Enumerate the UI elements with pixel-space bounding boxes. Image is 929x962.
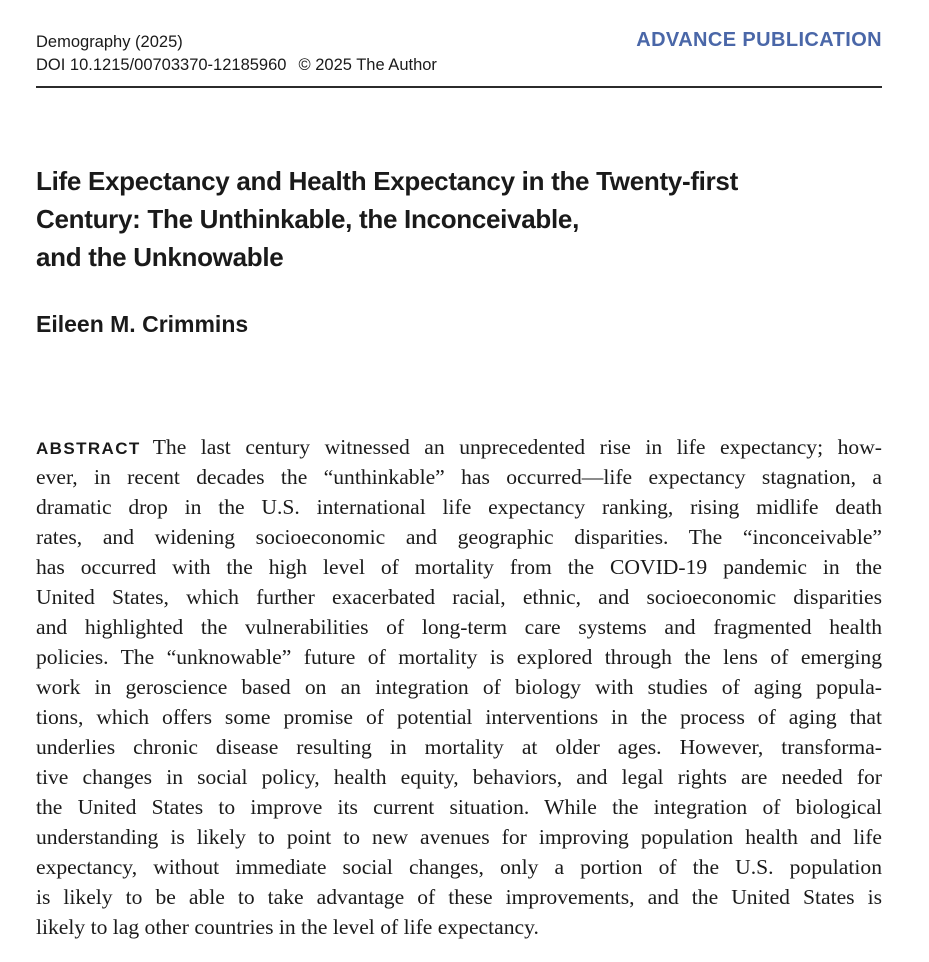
article-page bbox=[36, 0, 882, 962]
copyright-notice: © 2025 The Author bbox=[298, 56, 437, 74]
title-line: Life Expectancy and Health Expectancy in the Twenty-first bbox=[36, 166, 738, 196]
abstract-line: expectancy, without immediate social changes, only a portion of the U.S. population bbox=[36, 855, 882, 879]
abstract bbox=[36, 432, 882, 942]
abstract-line: underlies chronic disease resulting in mortality at older ages. However, transforma- bbox=[36, 735, 882, 759]
doi-line bbox=[36, 54, 437, 76]
doi-link[interactable]: DOI 10.1215/00703370-12185960 bbox=[36, 56, 287, 74]
abstract-line: is likely to be able to take advantage of these improvements, and the United States is bbox=[36, 885, 882, 909]
abstract-line: has occurred with the high level of mortality from the COVID-19 pandemic in the bbox=[36, 555, 882, 579]
abstract-line: ever, in recent decades the “unthinkable” has occurred—life expectancy stagnation, a bbox=[36, 465, 882, 489]
abstract-line: work in geroscience based on an integration of biology with studies of aging popula- bbox=[36, 675, 882, 699]
title-line: Century: The Unthinkable, the Inconceivable, bbox=[36, 204, 580, 234]
title-line: and the Unknowable bbox=[36, 242, 284, 272]
page-header bbox=[36, 30, 882, 88]
abstract-line: tions, which offers some promise of potential interventions in the process of aging that bbox=[36, 705, 882, 729]
abstract-line: rates, and widening socioeconomic and geographic disparities. The “inconceivable” bbox=[36, 525, 882, 549]
abstract-label: ABSTRACT bbox=[36, 439, 141, 458]
abstract-line: understanding is likely to point to new avenues for improving population health and life bbox=[36, 825, 882, 849]
abstract-line: policies. The “unknowable” future of mortality is explored through the lens of emerging bbox=[36, 645, 882, 669]
abstract-line: the United States to improve its current situation. While the integration of biological bbox=[36, 795, 882, 819]
article-title bbox=[36, 162, 882, 276]
author-name: Eileen M. Crimmins bbox=[36, 311, 249, 337]
abstract-line: and highlighted the vulnerabilities of long-term care systems and fragmented health bbox=[36, 615, 882, 639]
abstract-line: tive changes in social policy, health equity, behaviors, and legal rights are needed for bbox=[36, 765, 882, 789]
abstract-line: dramatic drop in the U.S. international life expectancy ranking, rising midlife death bbox=[36, 495, 882, 519]
abstract-line: United States, which further exacerbated racial, ethnic, and socioeconomic disparities bbox=[36, 585, 882, 609]
abstract-line: ABSTRACT The last century witnessed an unprecedented rise in life expectancy; how- bbox=[36, 435, 882, 459]
abstract-line: likely to lag other countries in the level of life expectancy. bbox=[36, 915, 539, 939]
advance-publication-badge: ADVANCE PUBLICATION bbox=[636, 29, 882, 51]
journal-citation: Demography (2025) bbox=[36, 33, 183, 51]
